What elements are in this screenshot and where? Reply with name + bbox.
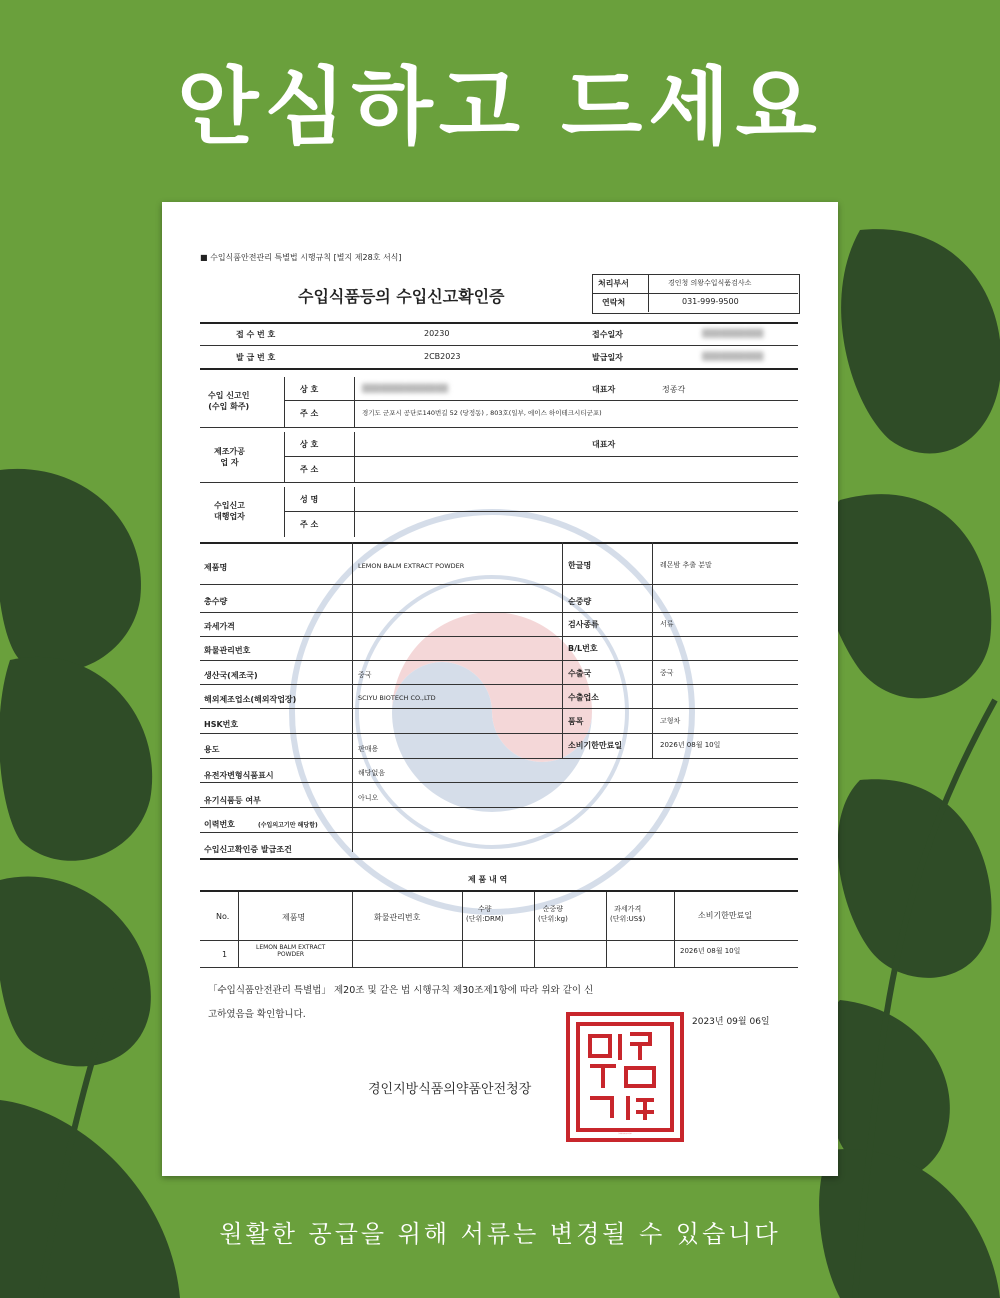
expiry-label: 소비기한만료일 [568, 741, 623, 750]
row-expiry: 2026년 08월 10일 [680, 947, 741, 955]
office-label: 처리부서 [598, 279, 629, 288]
leaf-bottom-left [0, 1100, 180, 1298]
manufacturer-trade-name-label: 상 호 [300, 440, 319, 449]
korean-name-label: 한글명 [568, 561, 592, 570]
foreign-maker-label: 해외제조업소(해외작업장) [204, 695, 297, 704]
importer-ceo: 정종각 [662, 385, 686, 394]
trace-sub: (수입의고기만 해당함) [258, 822, 318, 829]
statement-line-2: 고하였음을 확인합니다. [208, 1009, 306, 1020]
importer-address: 경기도 군포시 공단로140번길 52 (당정동) , 803호(일부, 에이스 하이테크시티군포) [362, 409, 602, 417]
origin: 중국 [358, 671, 372, 679]
svg-text:경인지방식품의약품안전청장인: 경인지방식품의약품안전청장인 [618, 1134, 632, 1135]
leaf-right-top [841, 229, 1000, 453]
table-header-weight: 순중량 (단위:kg) [538, 905, 568, 923]
issue-date: 2023년 09월 06일 [692, 1017, 770, 1027]
manufacturer-address-label: 주 소 [300, 465, 319, 474]
issue-date-label: 발급일자 [592, 353, 623, 362]
footer-note: 원활한 공급을 위해 서류는 변경될 수 있습니다 [219, 1220, 781, 1248]
row-product: LEMON BALM EXTRACT POWDER [256, 944, 326, 958]
receipt-date-label: 접수일자 [592, 330, 623, 339]
receipt-no-label: 접 수 번 호 [236, 330, 276, 339]
organic: 아니오 [358, 794, 379, 802]
receipt-date-value: ▒▒▒▒▒▒▒▒▒▒ [702, 329, 764, 338]
address-label: 주 소 [300, 409, 319, 418]
gmo-label: 유전자변형식품표시 [204, 771, 274, 780]
expiry: 2026년 08월 10일 [660, 741, 721, 749]
issue-no-label: 발 급 번 호 [236, 353, 276, 362]
issue-date-value: ▒▒▒▒▒▒▒▒▒▒ [702, 352, 764, 361]
items-heading: 제 품 내 역 [468, 875, 508, 884]
form-reference: ■ 수입식품안전관리 특별법 시행규칙 [별지 제28호 서식] [200, 253, 402, 262]
contact-label: 연락처 [602, 298, 626, 307]
export-country-label: 수출국 [568, 669, 592, 678]
leaf-left-mid [0, 657, 152, 861]
importer-label: 수입 신고인 (수입 화주) [208, 391, 250, 411]
importer-trade-name: ▒▒▒▒▒▒▒▒▒▒▒▒▒▒ [362, 384, 449, 393]
manufacturer-ceo-label: 대표자 [592, 440, 616, 449]
agent-address-label: 주 소 [300, 520, 319, 529]
table-header-qty: 수량 (단위:DRM) [466, 905, 504, 923]
bl-label: B/L번호 [568, 644, 598, 653]
row-no: 1 [222, 950, 228, 959]
net-weight-label: 순중량 [568, 597, 592, 606]
total-qty-label: 총수량 [204, 597, 228, 606]
product-name-label: 제품명 [204, 563, 228, 572]
ceo-label: 대표자 [592, 385, 616, 394]
document-title: 수입식품등의 수입신고확인증 [298, 287, 505, 306]
table-row [200, 942, 798, 968]
manufacturer-label: 제조가공 업 자 [214, 447, 245, 467]
agent-label: 수입신고 대행업자 [214, 501, 245, 521]
table-header-product: 제품명 [282, 913, 306, 922]
origin-label: 생산국(제조국) [204, 671, 258, 680]
taxable-price-label: 과세가격 [204, 622, 235, 631]
use: 판매용 [358, 745, 379, 753]
certificate-document [162, 202, 838, 1176]
inspection-type-label: 검사종류 [568, 620, 599, 629]
hsk-label: HSK번호 [204, 720, 239, 729]
headline: 안심하고 드세요 [177, 58, 823, 156]
exporter-label: 수출업소 [568, 693, 599, 702]
export-country: 중국 [660, 669, 674, 677]
table-header-no: No. [216, 912, 230, 921]
leaf-left-low [0, 877, 151, 1067]
table-header-price: 과세가격 (단위:US$) [610, 905, 646, 923]
trace-label: 이력번호 [204, 820, 235, 829]
korean-name: 레몬밤 추출 분말 [660, 561, 712, 569]
leaf-right-mid [821, 494, 992, 698]
use-label: 용도 [204, 745, 220, 754]
foreign-maker: SCIYU BIOTECH CO.,LTD [358, 694, 436, 702]
condition-label: 수입신고확인증 발급조건 [204, 845, 292, 854]
office-value: 경인청 의왕수입식품검사소 [668, 279, 752, 287]
statement-line-1: 「수입식품안전관리 특별법」 제20조 및 같은 법 시행규칙 제30조제1항에 따라 위와 같이 신 [208, 985, 594, 996]
official-seal-stamp [566, 1012, 684, 1142]
issue-no-value: 2CB2023 [424, 352, 461, 361]
product-name: LEMON BALM EXTRACT POWDER [358, 562, 465, 570]
gmo: 해당없음 [358, 769, 386, 777]
organic-label: 유기식품등 여부 [204, 796, 261, 805]
table-header-expiry: 소비기한만료일 [698, 911, 753, 920]
leaf-left-top [0, 469, 141, 672]
item-label: 품목 [568, 717, 584, 726]
trade-name-label: 상 호 [300, 385, 319, 394]
issuer: 경인지방식품의약품안전청장 [368, 1082, 532, 1097]
receipt-no-value: 20230 [424, 329, 450, 338]
cargo-no-label: 화물관리번호 [204, 646, 251, 655]
inspection-type: 서류 [660, 620, 674, 628]
agent-name-label: 성 명 [300, 495, 319, 504]
contact-value: 031-999-9500 [682, 297, 739, 306]
table-header-cargo: 화물관리번호 [374, 913, 421, 922]
item: 고형차 [660, 717, 681, 725]
